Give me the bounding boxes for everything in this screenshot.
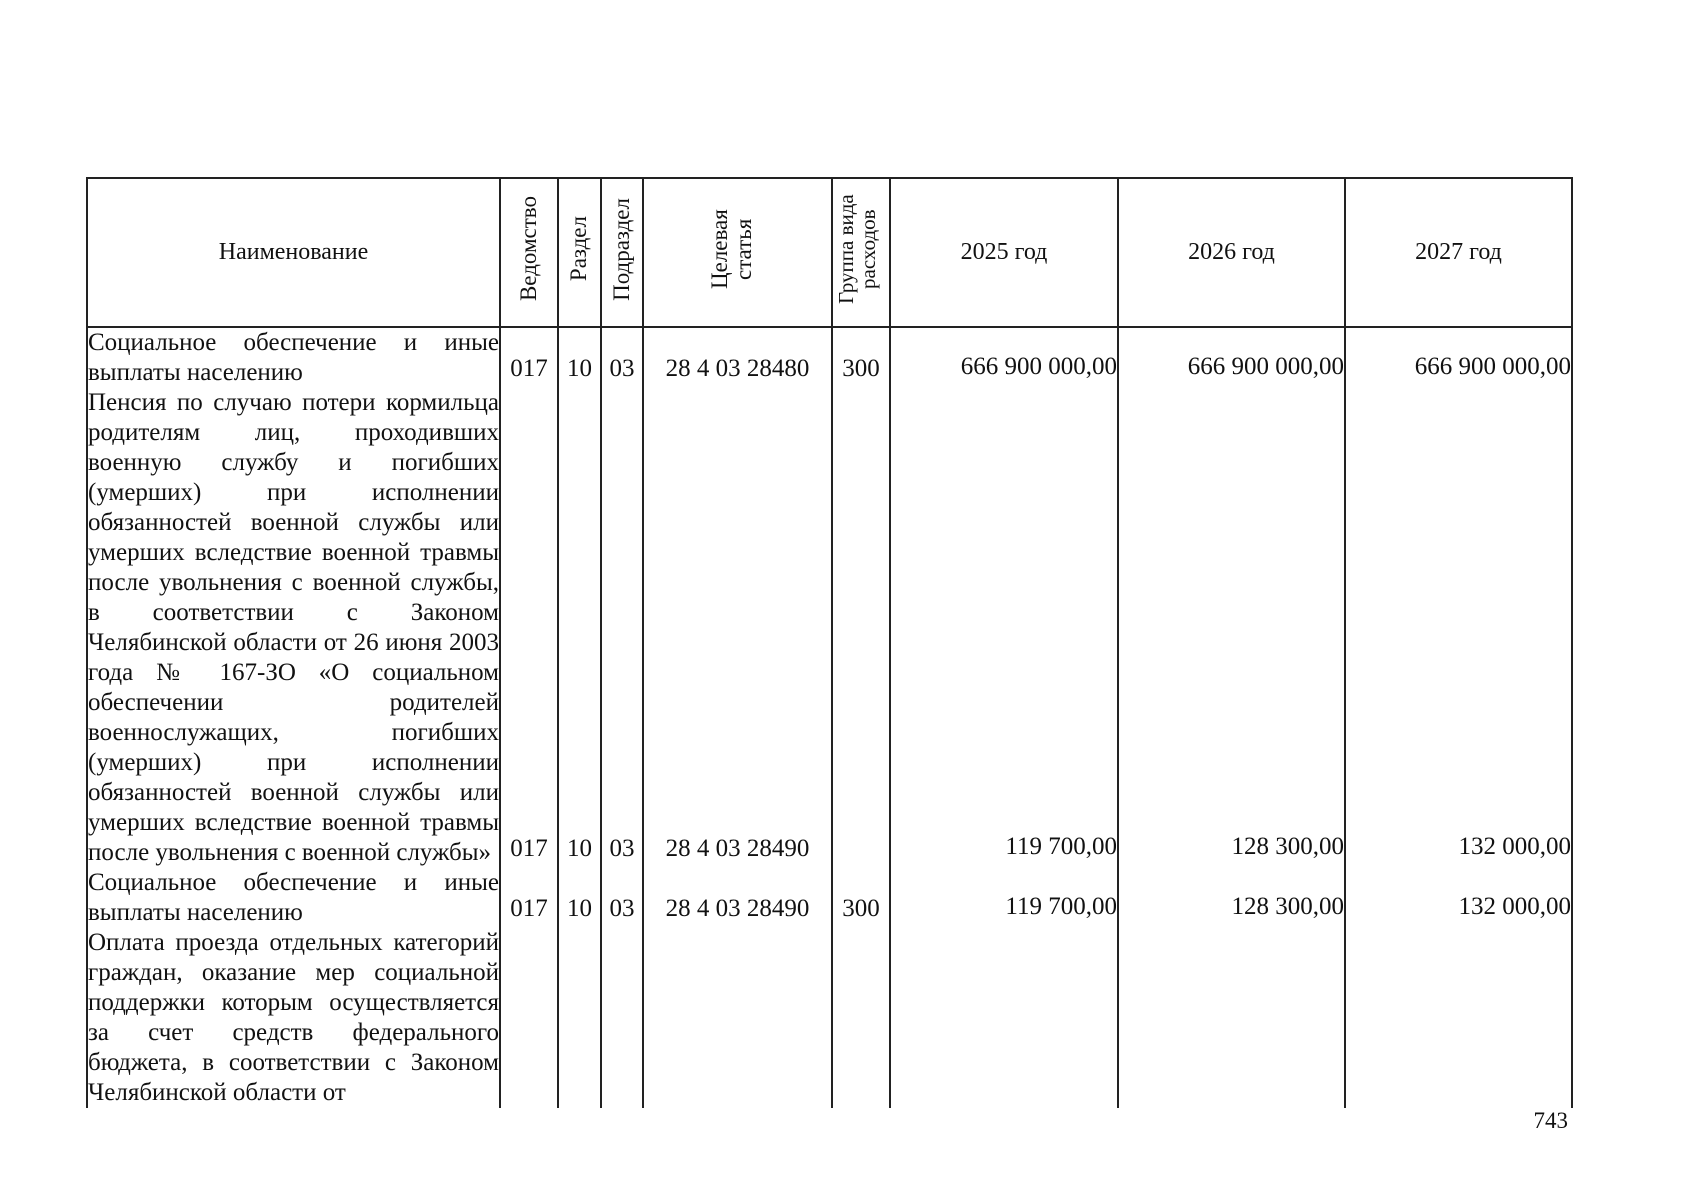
row-vedomstvo — [500, 928, 558, 1108]
row-celevaya-statya — [643, 928, 832, 1108]
row-name: Социальное обеспечение и иные выплаты населению — [88, 869, 499, 926]
header-celevaya-statya: Целевая статья — [643, 178, 832, 327]
row-2027: 666 900 000,00 — [1345, 327, 1572, 388]
row-2027: 132 000,00 — [1345, 868, 1572, 928]
table-header-row — [87, 178, 1572, 327]
row-podrazdel: 03 — [601, 868, 643, 928]
header-2025: 2025 год — [890, 178, 1118, 327]
table-row — [87, 868, 1572, 928]
row-gruppa: 300 — [832, 868, 890, 928]
row-celevaya-statya: 28 4 03 28480 — [643, 327, 832, 388]
row-podrazdel: 03 — [601, 327, 643, 388]
header-name: Наименование — [87, 178, 500, 327]
row-gruppa — [832, 388, 890, 868]
row-2027: 132 000,00 — [1345, 388, 1572, 868]
table-row — [87, 928, 1572, 1108]
header-2026: 2026 год — [1118, 178, 1345, 327]
row-celevaya-statya: 28 4 03 28490 — [643, 868, 832, 928]
header-2027: 2027 год — [1345, 178, 1572, 327]
header-gruppa-vida-rashodov: Группа вида расходов — [832, 178, 890, 327]
row-vedomstvo: 017 — [500, 868, 558, 928]
header-razdel: Раздел — [558, 178, 601, 327]
budget-table — [86, 177, 1573, 1108]
row-vedomstvo: 017 — [500, 388, 558, 868]
row-name: Социальное обеспечение и иные выплаты населению — [88, 329, 499, 386]
row-vedomstvo: 017 — [500, 327, 558, 388]
table-row — [87, 327, 1572, 388]
row-2026: 128 300,00 — [1118, 868, 1345, 928]
row-2026 — [1118, 928, 1345, 1108]
row-celevaya-statya: 28 4 03 28490 — [643, 388, 832, 868]
row-2025: 666 900 000,00 — [890, 327, 1118, 388]
row-name: Пенсия по случаю потери кормильца родителям лиц, проходивших военную службу и погибших (умерших) при исполнении обязанностей военной службы или умерших вследствие военной травмы после увольнения с военной службы, в соответствии с Законом Челябинской области от 26 июня 2003 года № 167-ЗО «О социальном обеспечении родителей военнослужащих, погибших (умерших) при исполнении обязанностей военной службы или умерших вследствие военной травмы после увольнения с военной службы» — [88, 389, 499, 866]
table-row — [87, 388, 1572, 868]
row-2027 — [1345, 928, 1572, 1108]
row-podrazdel: 03 — [601, 388, 643, 868]
row-2026: 666 900 000,00 — [1118, 327, 1345, 388]
row-razdel: 10 — [558, 388, 601, 868]
row-2025: 119 700,00 — [890, 388, 1118, 868]
row-2025: 119 700,00 — [890, 868, 1118, 928]
row-2026: 128 300,00 — [1118, 388, 1345, 868]
row-gruppa: 300 — [832, 327, 890, 388]
row-podrazdel — [601, 928, 643, 1108]
row-razdel — [558, 928, 601, 1108]
row-name: Оплата проезда отдельных категорий граждан, оказание мер социальной поддержки которым осуществляется за счет средств федерального бюджета, в соответствии с Законом Челябинской области от — [88, 929, 499, 1106]
header-podrazdel: Подраздел — [601, 178, 643, 327]
page-number: 743 — [1533, 1108, 1568, 1133]
row-razdel: 10 — [558, 327, 601, 388]
row-gruppa — [832, 928, 890, 1108]
header-vedomstvo: Ведомство — [500, 178, 558, 327]
row-razdel: 10 — [558, 868, 601, 928]
row-2025 — [890, 928, 1118, 1108]
